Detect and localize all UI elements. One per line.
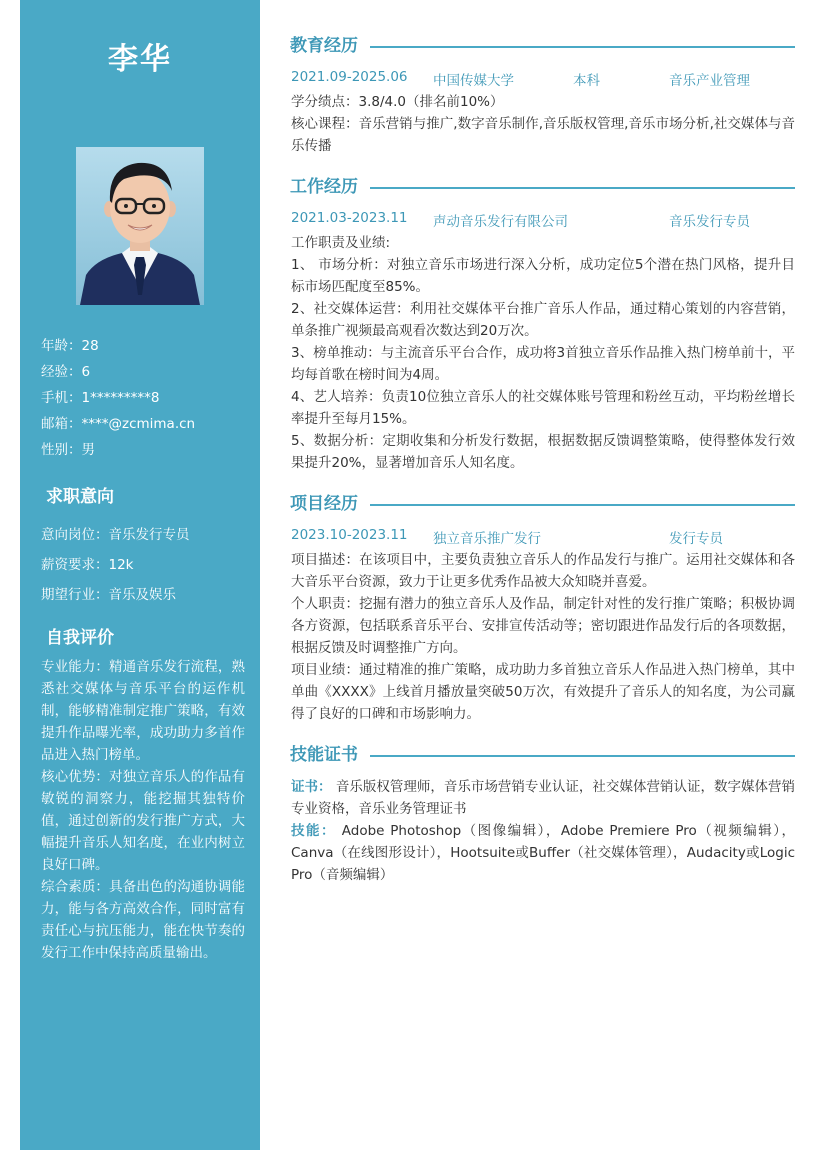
education-date: 2021.09-2025.06 <box>291 69 408 85</box>
project-date: 2023.10-2023.11 <box>291 527 408 543</box>
job-intent <box>41 520 251 610</box>
self-evaluation <box>41 656 245 964</box>
work-details <box>291 232 795 474</box>
work-position: 音乐发行专员 <box>669 214 750 230</box>
certificates <box>291 776 795 820</box>
info-experience: 经验：6 <box>41 364 91 380</box>
education-school: 中国传媒大学 <box>433 73 514 89</box>
info-phone: 手机：1*********8 <box>41 390 160 406</box>
project-details <box>291 549 795 725</box>
education-courses: 核心课程：音乐营销与推广,数字音乐制作,音乐版权管理,音乐市场分析,社交媒体与音乐传播 <box>291 116 795 154</box>
intent-position: 意向岗位：音乐发行专员 <box>41 527 190 543</box>
work-heading: 工作经历 <box>290 175 795 199</box>
work-company: 声动音乐发行有限公司 <box>433 214 568 230</box>
info-age: 年龄：28 <box>41 338 99 354</box>
work-date: 2021.03-2023.11 <box>291 210 408 226</box>
info-gender: 性别：男 <box>41 442 95 458</box>
section-divider <box>370 46 795 48</box>
work-line: 1、 市场分析：对独立音乐市场进行深入分析，成功定位5个潜在热门风格，提升目标市场匹配度至85%。 <box>291 257 795 295</box>
certificates-label: 证书： <box>291 779 332 795</box>
self-eval-professional: 专业能力：精通音乐发行流程，熟悉社交媒体与音乐平台的运作机制，能够精准制定推广策略，有效提升作品曝光率，成功助力多首作品进入热门榜单。 <box>41 659 245 763</box>
project-name: 独立音乐推广发行 <box>433 531 541 547</box>
skills-text: Adobe Photoshop（图像编辑），Adobe Premiere Pro（视频编辑），Canva（在线图形设计），Hootsuite或Buffer（社交媒体管理），Audacity或Logic Pro（音频编辑） <box>291 823 795 883</box>
education-heading: 教育经历 <box>290 34 795 58</box>
section-divider <box>370 187 795 189</box>
education-degree: 本科 <box>573 73 600 89</box>
work-line: 4、艺人培养：负责10位独立音乐人的社交媒体账号管理和粉丝互动，平均粉丝增长率提升至每月15%。 <box>291 389 795 427</box>
self-eval-heading: 自我评价 <box>46 628 114 648</box>
work-line: 3、榜单推动：与主流音乐平台合作，成功将3首独立音乐作品推入热门榜单前十，平均每首歌在榜时间为4周。 <box>291 345 795 383</box>
section-divider <box>370 755 795 757</box>
work-line: 5、数据分析：定期收集和分析发行数据，根据数据反馈调整策略，使得整体发行效果提升20%，显著增加音乐人知名度。 <box>291 433 795 471</box>
basic-info <box>41 333 251 463</box>
education-major: 音乐产业管理 <box>669 73 750 89</box>
project-heading: 项目经历 <box>290 492 795 516</box>
intent-salary: 薪资要求：12k <box>41 557 134 573</box>
education-details <box>291 91 795 157</box>
skills <box>291 820 795 886</box>
info-email: 邮箱：****@zcmima.cn <box>41 416 196 432</box>
sidebar <box>20 0 260 1150</box>
intent-heading: 求职意向 <box>46 487 114 507</box>
intent-industry: 期望行业：音乐及娱乐 <box>41 587 176 603</box>
work-line: 2、社交媒体运营：利用社交媒体平台推广音乐人作品，通过精心策划的内容营销，单条推广视频最高观看次数达到20万次。 <box>291 301 795 339</box>
self-eval-strength: 核心优势：对独立音乐人的作品有敏锐的洞察力，能挖掘其独特价值，通过创新的发行推广方式，大幅提升音乐人知名度，在业内树立良好口碑。 <box>41 769 245 873</box>
education-gpa: 学分绩点：3.8/4.0（排名前10%） <box>291 94 504 110</box>
profile-photo <box>76 147 204 305</box>
work-meta <box>291 210 796 230</box>
self-eval-quality: 综合素质：具备出色的沟通协调能力，能与各方高效合作，同时富有责任心与抗压能力，能在快节奏的发行工作中保持高质量输出。 <box>41 879 245 961</box>
skills-details <box>291 776 795 886</box>
project-description: 项目描述：在该项目中，主要负责独立音乐人的作品发行与推广。运用社交媒体和各大音乐平台资源，致力于让更多优秀作品被大众知晓并喜爱。 <box>291 552 795 590</box>
profile-photo-illustration <box>76 147 204 305</box>
work-line: 工作职责及业绩: <box>291 235 391 251</box>
project-duty: 个人职责：挖掘有潜力的独立音乐人及作品，制定针对性的发行推广策略；积极协调各方资源，包括联系音乐平台、安排宣传活动等；密切跟进作品发行后的各项数据，根据反馈及时调整推广方向。 <box>291 596 795 656</box>
skills-heading: 技能证书 <box>290 743 795 767</box>
project-meta <box>291 527 796 547</box>
project-result: 项目业绩：通过精准的推广策略，成功助力多首独立音乐人作品进入热门榜单，其中单曲《XXXX》上线首月播放量突破50万次，有效提升了音乐人的知名度，为公司赢得了良好的口碑和市场影响力。 <box>291 662 795 722</box>
education-meta <box>291 69 796 89</box>
certificates-text: 音乐版权管理师，音乐市场营销专业认证，社交媒体营销认证，数字媒体营销专业资格，音乐业务管理证书 <box>291 779 796 817</box>
project-role: 发行专员 <box>669 531 723 547</box>
skills-label: 技能： <box>291 823 336 839</box>
section-divider <box>370 504 795 506</box>
candidate-name: 李华 <box>108 42 172 77</box>
